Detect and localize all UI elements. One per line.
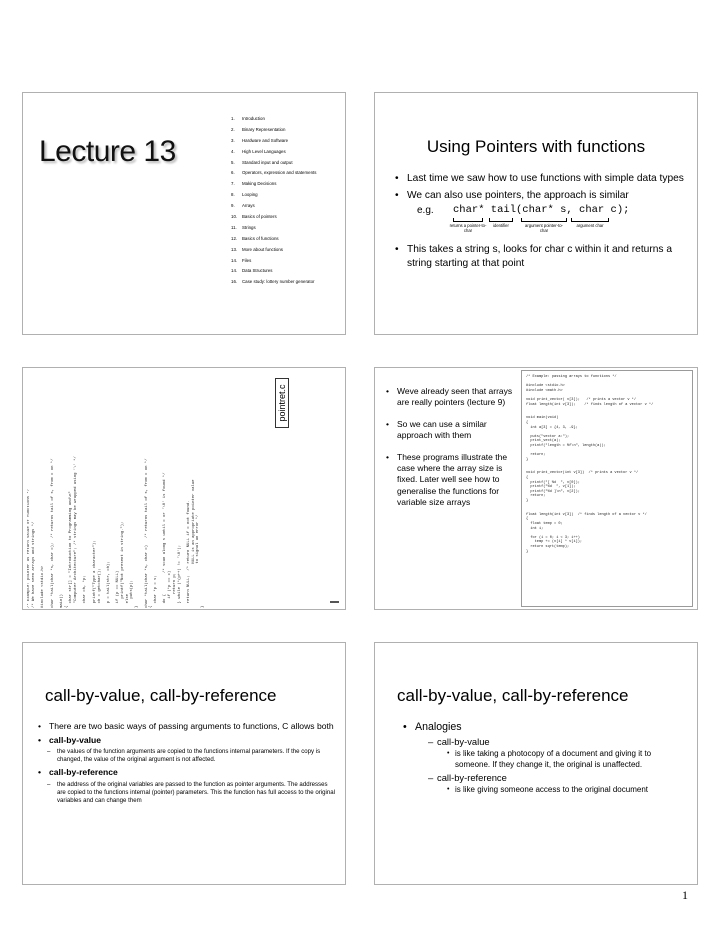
function-signature: char* tail(char* s, char c); [453, 204, 630, 216]
bullet-list [393, 172, 685, 206]
toc-number: 13. [231, 246, 238, 252]
toc-number: 10. [231, 214, 238, 220]
toc-text: Basics of pointers [242, 214, 277, 220]
toc-text: Making Decisions [242, 181, 277, 187]
toc-item [231, 126, 316, 137]
toc-item [231, 235, 316, 246]
slide-call-by-analogies [374, 642, 698, 885]
toc-text: Binary Representation [242, 126, 286, 132]
toc-text: High Level Languages [242, 148, 286, 154]
toc-number: 14. [231, 268, 238, 274]
annotation-identifier: identifier [493, 223, 509, 228]
toc-item [231, 191, 316, 202]
toc-number: 7. [231, 181, 235, 187]
file-label [275, 378, 289, 428]
toc-number: 4. [231, 148, 235, 154]
toc-text: Case study: lottery number generator [242, 279, 315, 285]
sub-sub-bullet: • is like taking a photocopy of a document and giving it to someone. If they change it, the original is unaffected. [403, 749, 683, 770]
slide-pointret-code [22, 367, 346, 610]
brace-return [453, 218, 483, 222]
toc-number: 8. [231, 192, 235, 198]
toc-item [231, 169, 316, 180]
toc-number: 9. [231, 203, 235, 209]
slide-title: Using Pointers with functions [426, 137, 646, 156]
toc-item [231, 159, 316, 170]
sub-bullet: – the values of the function arguments are copied to the functions internal parameters. If the copy is changed, the value of the original argument is not affected. [37, 748, 335, 764]
eg-label: e.g. [417, 205, 434, 216]
toc-text: Basics of functions [242, 235, 279, 241]
sub-bullet: – call-by-value [403, 736, 683, 748]
brace-arg1 [521, 218, 567, 222]
toc-item [231, 180, 316, 191]
bullet-item: • These programs illustrate the case where the array size is fixed. Later well see how to generalise the functions for variable size arrays [385, 452, 513, 509]
table-of-contents [231, 115, 316, 289]
toc-text: Standard input and output [242, 159, 293, 165]
toc-number: 11. [231, 224, 237, 230]
toc-number: 3. [231, 137, 235, 143]
sub-bullet: – call-by-reference [403, 772, 683, 784]
toc-item [231, 257, 316, 268]
toc-item [231, 137, 316, 148]
bullet-item: • There are two basic ways of passing arguments to functions, C allows both [37, 721, 335, 733]
slide-lecture-title [22, 92, 346, 335]
example-block [393, 205, 685, 241]
toc-number: 12. [231, 235, 238, 241]
annotation-return: returns a pointer-to-char [449, 223, 487, 233]
lecture-title: Lecture 13 [39, 135, 176, 168]
toc-item [231, 224, 316, 235]
toc-number: 1. [231, 116, 235, 121]
toc-item [231, 148, 316, 159]
toc-item [231, 267, 316, 278]
bullet-item: • We can also use pointers, the approach is similar [393, 189, 685, 203]
slide-arrays-pointers [374, 367, 698, 610]
toc-text: Files [242, 257, 252, 263]
code-text: /* Example: passing arrays to functions */ #include <stdio.h> #include <math.h> void print_vector( v[3]); /* prints a vector v */ float length(int v[3]); /* finds length of a vector v */ void main(void) { int a[3] = {4, 3, -9}; puts("vector a:"); print_vect(a); printf("length = %f\n", length(a)); return; } void print_vector(int v[3]) /* prints a vector v */ { printf("[ %d ", v[0]); printf("%d ", v[1]); printf("%d ]\n", v[2]); return; } float length(int v[3]) /* finds length of a vector v */ { float temp = 0; int i; for (i = 0; i < 3; i++) temp += (v[i] * v[i]); return sqrt(temp); } [526, 375, 654, 554]
bullet-list [403, 720, 683, 796]
toc-text: Operators, expression and statements [242, 170, 317, 176]
toc-text: Data Structures [242, 268, 273, 274]
rotated-code-listing [27, 372, 223, 608]
slide-pointers-functions [374, 92, 698, 335]
toc-number: 14. [231, 257, 238, 263]
toc-text: Looping [242, 192, 258, 198]
toc-item [231, 278, 316, 289]
slide-title: call-by-value, call-by-reference [397, 686, 629, 705]
code-listing-box [521, 370, 693, 607]
code-text: /* Example: pointer as return value of functions */ /* We have seen arrays and strings */ #include <stdio.h> char *tail(char *s, char c); /* returns tail of s, from c on */ main() { char str[] = "Introduction to Programming and\n" "Computer Architecture"; /* strings may be wrapped using '\' */ char ch, *p; printf("Type a character"); ch = getchar(); p = tail(str, ch); if (p == NULL) printf("Not present in string."); else puts(p); } char *tail(char *s, char c) /* returns tail of s, from c on */ { char *p = s; do { /* scan along s until c or '\0' is found */ if (*p == c) return p; } while (*(p++) != '\0'); return NULL; /* return NULL if c not found. NULL is an appropriate pointer value to signal an error */ } [27, 456, 206, 608]
toc-text: Introduction [242, 116, 265, 121]
bullet-heading: • call-by-reference [37, 767, 335, 779]
toc-text: Hardware and Software [242, 137, 289, 143]
toc-text: Strings [242, 224, 256, 230]
bullet-list [385, 386, 513, 519]
toc-number: 16. [231, 279, 238, 285]
annotation-arg2: argument char [576, 223, 604, 228]
sub-bullet: – the address of the original variables are passed to the function as pointer arguments. The addresses are copied to the functions internal (pointer) parameters. This the function has full access to the original variables and can change them [37, 781, 335, 806]
bullet-list-2 [393, 243, 685, 274]
toc-item [231, 115, 316, 126]
toc-text: More about functions [242, 246, 284, 252]
toc-item [231, 202, 316, 213]
sub-sub-bullet: • is like giving someone access to the original document [403, 785, 683, 796]
slide-marker [330, 601, 339, 603]
annotation-arg1: argument pointer-to-char [525, 223, 563, 233]
toc-number: 5. [231, 159, 235, 165]
bullet-heading: • call-by-value [37, 735, 335, 747]
toc-text: Arrays [242, 203, 255, 209]
file-label-text: pointret.c [277, 384, 287, 422]
bullet-item: • Last time we saw how to use functions with simple data types [393, 172, 685, 186]
brace-identifier [489, 218, 513, 222]
toc-item [231, 213, 316, 224]
toc-number: 6. [231, 170, 235, 176]
bullet-list [37, 721, 335, 809]
brace-arg2 [571, 218, 609, 222]
code-example [417, 205, 685, 235]
bullet-item: • Analogies [403, 720, 683, 734]
toc-item [231, 246, 316, 257]
bullet-item: • This takes a string s, looks for char c within it and returns a string starting at that point [393, 243, 685, 271]
bullet-item: • So we can use a similar approach with them [385, 419, 513, 442]
page-number: 1 [682, 888, 688, 902]
slide-title: call-by-value, call-by-reference [45, 686, 277, 705]
bullet-item: • Weve already seen that arrays are really pointers (lecture 9) [385, 386, 513, 409]
slide-call-by-definitions [22, 642, 346, 885]
toc-number: 2. [231, 126, 235, 132]
